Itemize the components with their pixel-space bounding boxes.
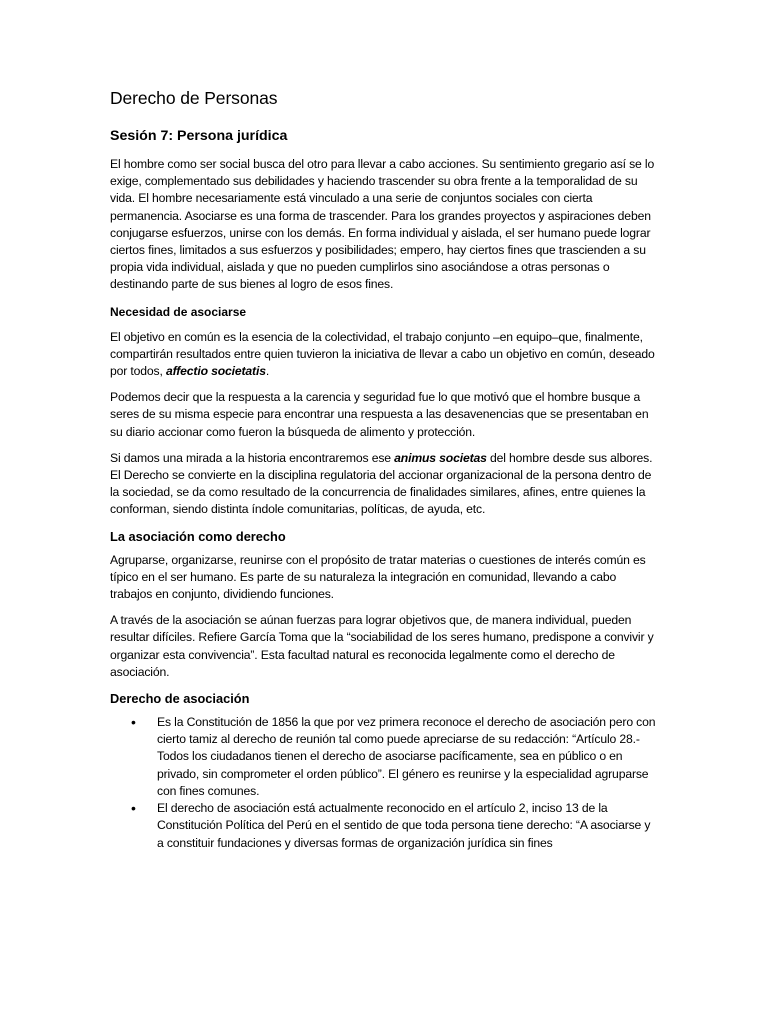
paragraph-asociacion-1: Agruparse, organizarse, reunirse con el propósito de tratar materias o cuestiones de interés común es típico en el ser humano. Es parte de su naturaleza la integración en comunidad, llevando a cabo trabajos en conjunto, dividiendo funciones. — [110, 552, 646, 602]
document-page — [110, 86, 658, 852]
heading-derecho: Derecho de asociación — [110, 691, 250, 707]
paragraph-text: del hombre desde sus albores. El Derecho se convierte en la disciplina regulatoria del accionar organizacional de la persona dentro de la sociedad, se da como resultado de la concurrencia de finalidades similares, afines, entre quienes la conforman, siendo distinta índole comunitarias, políticas, de ayuda, etc. — [110, 450, 653, 517]
document-title: Derecho de Personas — [110, 88, 278, 108]
heading-asociacion: La asociación como derecho — [110, 528, 286, 544]
paragraph-asociacion-2: A través de la asociación se aúnan fuerzas para lograr objetivos que, de manera individual, pueden resultar difíciles. Refiere García Toma que la “sociabilidad de los seres humano, predispone a convivir y organizar esta convivencia”. Esta facultad natural es reconocida legalmente como el derecho de asociación. — [110, 613, 654, 679]
bullet-list — [110, 714, 658, 852]
intro-paragraph: El hombre como ser social busca del otro para llevar a cabo acciones. Su sentimiento gregario así se lo exige, complementado sus debilidades y haciendo trascender su obra frente a la temporalidad de su vida. El hombre necesariamente está vinculado a una serie de conjuntos sociales con cierta permanencia. Asociarse es una forma de trascender. Para los grandes proyectos y aspiraciones deben conjugarse esfuerzos, unirse con los demás. En forma individual y aislada, el ser humano puede lograr ciertos fines, limitados a sus esfuerzos y posibilidades; empero, hay ciertos fines que trascienden a su propia vida individual, aislada y que no pueden cumplirlos sino asociándose a otras personas o destinando parte de sus bienes al logro de esos fines. — [110, 157, 655, 292]
paragraph-necesidad-2: Podemos decir que la respuesta a la carencia y seguridad fue lo que motivó que el hombre busque a seres de su misma especie para encontrar una respuesta a las desavenencias que se presentaban en su diario accionar como fueron la búsqueda de alimento y protección. — [110, 390, 649, 439]
heading-necesidad: Necesidad de asociarse — [110, 304, 247, 319]
session-title: Sesión 7: Persona jurídica — [110, 128, 288, 144]
list-item: • Es la Constitución de 1856 la que por vez primera reconoce el derecho de asociación pero con cierto tamiz al derecho de reunión tal como puede apreciarse de su redacción: “Artículo 28.-Todos los ciudadanos tienen el derecho de asociarse pacíficamente, sea en público o en privado, sin comprometer el orden público”. El género es reunirse y la especialidad agruparse con fines comunes. — [157, 714, 658, 800]
paragraph-text: El objetivo en común es la esencia de la colectividad, el trabajo conjunto –en equipo–que, finalmente, compartirán resultados entre quien tuvieron la iniciativa de llevar a cabo un objetivo en común, deseado por todos, — [110, 329, 655, 379]
paragraph-necesidad-1 — [110, 329, 658, 381]
paragraph-necesidad-3 — [110, 450, 658, 519]
emphasis-affectio: affectio societatis — [165, 364, 266, 379]
paragraph-text: Si damos una mirada a la historia encontraremos ese — [110, 450, 395, 465]
paragraph-end: . — [265, 364, 270, 379]
list-item: • El derecho de asociación está actualmente reconocido en el artículo 2, inciso 13 de la Constitución Política del Perú en el sentido de que toda persona tiene derecho: “A asociarse y a constituir fundaciones y diversas formas de organización jurídica sin fines — [157, 800, 658, 852]
emphasis-animus: animus societas — [394, 450, 487, 465]
